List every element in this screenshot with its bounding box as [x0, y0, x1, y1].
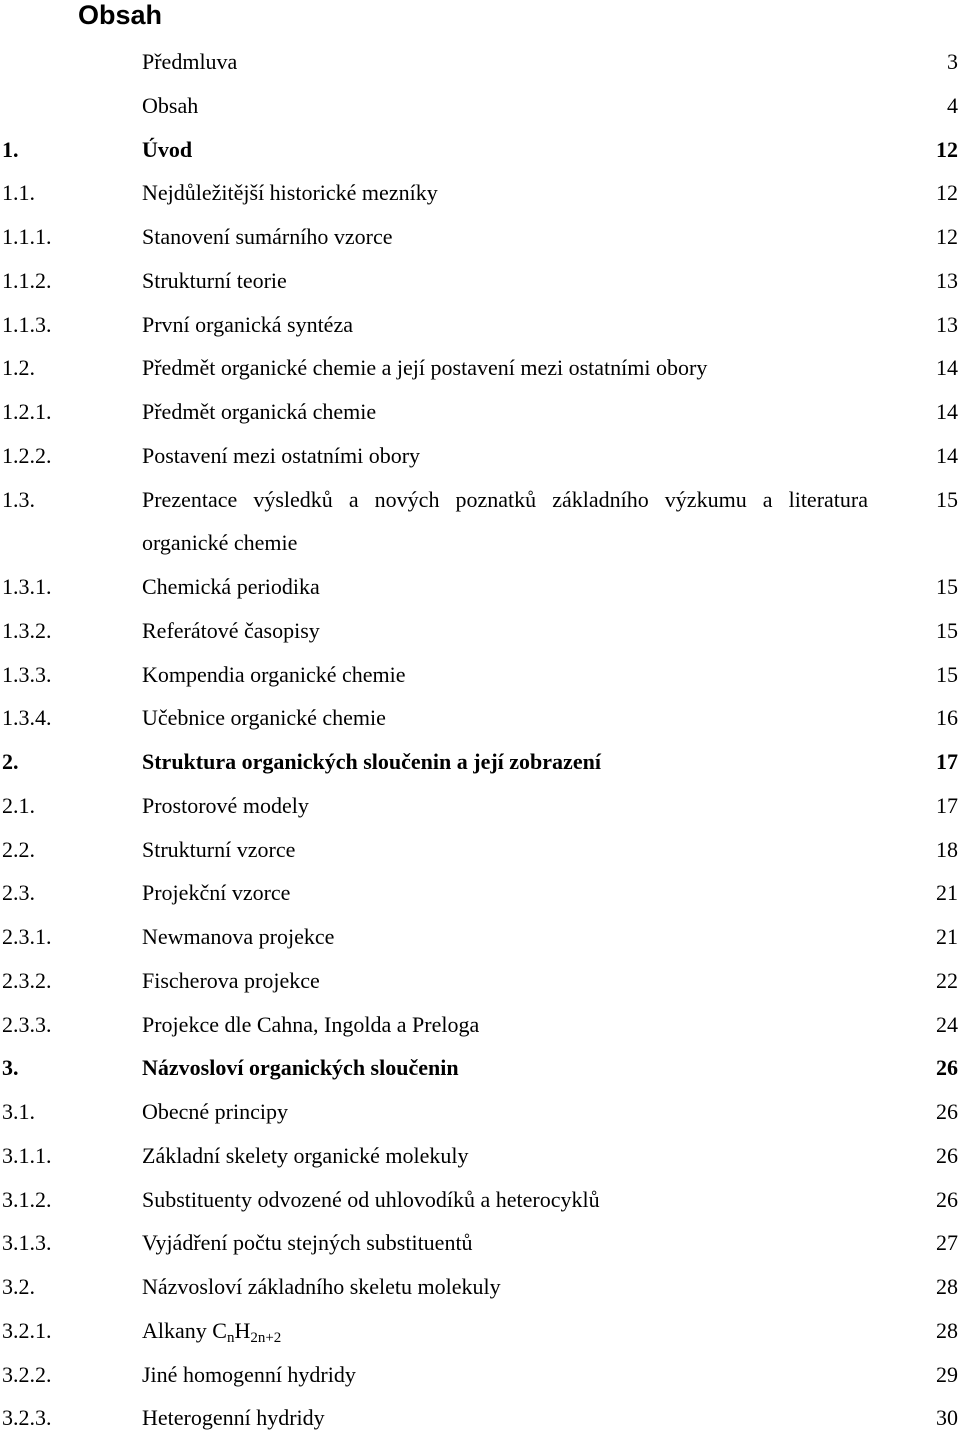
- toc-entry-number: 1.1.1.: [2, 224, 52, 249]
- toc-entry-title-text: Názvosloví organických sloučenin: [142, 1055, 459, 1081]
- toc-entry-title: [142, 828, 295, 872]
- toc-entry-title: [142, 1221, 473, 1265]
- toc-entry-number: 1.2.2.: [2, 442, 52, 468]
- toc-entry-title-text: Prezentace výsledků a nových poznatků základního výzkumu a literatura organické chemie: [142, 486, 868, 556]
- toc-entry-page: 15: [936, 486, 958, 512]
- toc-entry-title-text: Fischerova projekce: [142, 967, 320, 993]
- toc-entry-page: 26: [936, 1055, 958, 1081]
- toc-entry-page: 12: [936, 136, 958, 162]
- toc-entry-number: 2.3.: [2, 880, 35, 906]
- toc-entry-title: [142, 871, 290, 915]
- toc-entry: [0, 1178, 960, 1222]
- toc-entry: [0, 696, 960, 740]
- toc-entry-page: 15: [936, 574, 958, 599]
- toc-entry-title-text: Chemická periodika: [142, 574, 320, 599]
- toc-entry-title-text: Obecné principy: [142, 1099, 288, 1124]
- toc-entry-title-text: Newmanova projekce: [142, 924, 335, 949]
- toc-entry-page: 28: [936, 1274, 958, 1299]
- toc-entry-number: 3.2.: [2, 1274, 35, 1299]
- toc-entry-title: [142, 1003, 479, 1047]
- toc-entry-number: 1.: [2, 136, 19, 162]
- toc-entry-title-text: Struktura organických sloučenin a její zobrazení: [142, 749, 601, 774]
- toc-entry-page: 13: [936, 311, 958, 337]
- toc-entry-title: [142, 1309, 281, 1353]
- toc-entry-number: 1.2.: [2, 355, 35, 381]
- toc-entry-title: [142, 346, 707, 390]
- toc-entry-number: 2.3.1.: [2, 924, 52, 949]
- toc-entry: [0, 1090, 960, 1134]
- toc-entry-number: 3.1.1.: [2, 1142, 52, 1168]
- toc-entry-page: 21: [936, 880, 958, 906]
- toc-entry-title-text: Heterogenní hydridy: [142, 1405, 325, 1431]
- toc-entry: [0, 478, 960, 566]
- toc-entry-number: 3.2.3.: [2, 1405, 52, 1431]
- toc-entry-title: [142, 1134, 468, 1178]
- toc-entry-title: [142, 1178, 600, 1222]
- toc-entry: [0, 784, 960, 828]
- toc-entry-number: 3.: [2, 1055, 19, 1081]
- toc-entry: [0, 1134, 960, 1178]
- toc-entry-title: [142, 390, 376, 434]
- toc-entry: [0, 871, 960, 915]
- toc-entry-title-text: Základní skelety organické molekuly: [142, 1142, 469, 1168]
- toc-entry: [0, 128, 960, 172]
- toc-entry-title-text: Učebnice organické chemie: [142, 705, 386, 731]
- toc-entry: [0, 915, 960, 959]
- toc-entry-title: [142, 434, 420, 478]
- toc-entry-title: [142, 740, 601, 784]
- toc-entry-title: [142, 215, 393, 259]
- toc-entry-page: 4: [947, 92, 958, 118]
- toc-entry-page: 15: [936, 661, 958, 687]
- toc-entry-number: 3.1.3.: [2, 1230, 52, 1256]
- page-title: Obsah: [78, 0, 163, 30]
- formula-symbol-h: H: [234, 1317, 251, 1343]
- toc-entry: [0, 390, 960, 434]
- toc-entry-number: 1.3.1.: [2, 574, 52, 599]
- toc-entry-title-text: Projekce dle Cahna, Ingolda a Preloga: [142, 1011, 480, 1037]
- toc-entry-title-text: Referátové časopisy: [142, 617, 320, 643]
- toc-entry: [0, 1003, 960, 1047]
- toc-entry-title-text: Kompendia organické chemie: [142, 661, 406, 687]
- toc-entry: [0, 346, 960, 390]
- toc-entry: [0, 959, 960, 1003]
- toc-entry-page: 26: [936, 1186, 958, 1212]
- toc-entry: [0, 740, 960, 784]
- toc-entry-title-text: Obsah: [142, 92, 199, 118]
- formula-symbol-c: C: [212, 1317, 227, 1343]
- toc-entry-title: [142, 1396, 325, 1440]
- toc-entry-title: [142, 128, 192, 172]
- toc-entry-title-text: Předmět organické chemie a její postavení mezi ostatními obory: [142, 355, 708, 381]
- toc-entry: [0, 84, 960, 128]
- toc-entry-title-text: Alkany: [142, 1317, 207, 1343]
- toc-entry-number: 1.3.3.: [2, 661, 52, 687]
- toc-entry-page: 21: [936, 924, 958, 949]
- toc-entry-number: 1.1.2.: [2, 267, 52, 293]
- toc-entry: [0, 653, 960, 697]
- toc-entry-title-text: Vyjádření počtu stejných substituentů: [142, 1230, 473, 1256]
- toc-entry-page: 18: [936, 836, 958, 862]
- toc-entry: [0, 1221, 960, 1265]
- formula-subscript-h: 2n+2: [250, 1329, 282, 1346]
- toc-entry-number: 3.1.: [2, 1099, 35, 1124]
- toc-entry-title-text: Substituenty odvozené od uhlovodíků a heterocyklů: [142, 1186, 600, 1212]
- toc-entry-page: 26: [936, 1099, 958, 1124]
- toc-entry-title: [142, 84, 198, 128]
- toc-entry-title-text: Jiné homogenní hydridy: [142, 1361, 356, 1387]
- toc-entry-title-text: Předmluva: [142, 49, 238, 74]
- toc-entry-number: 3.1.2.: [2, 1186, 52, 1212]
- toc-entry-title: [142, 1046, 459, 1090]
- toc-entry-number: 1.1.3.: [2, 311, 52, 337]
- toc-entry: [0, 1396, 960, 1440]
- toc-entry-number: 3.2.2.: [2, 1361, 52, 1387]
- toc-entry-page: 14: [936, 355, 958, 381]
- toc-entry-title-text: Nejdůležitější historické mezníky: [142, 180, 438, 206]
- toc-entry-page: 14: [936, 399, 958, 424]
- toc-entry-title-text: Prostorové modely: [142, 792, 309, 818]
- toc-entry-number: 1.1.: [2, 180, 35, 206]
- toc-entry-title: [142, 653, 406, 697]
- toc-entry-page: 14: [936, 442, 958, 468]
- toc-entry-number: 1.3.4.: [2, 705, 52, 731]
- toc-entry: [0, 1046, 960, 1090]
- toc-entry-title-text: Postavení mezi ostatními obory: [142, 442, 421, 468]
- toc-entry-title: [142, 784, 309, 828]
- toc-entry-page: 27: [936, 1230, 958, 1256]
- toc-entry-number: 2.2.: [2, 836, 35, 862]
- toc-entry-number: 1.2.1.: [2, 399, 52, 424]
- toc-entry: [0, 40, 960, 84]
- toc-entry-title: [142, 609, 320, 653]
- toc-entry-page: 22: [936, 967, 958, 993]
- toc-entry: [0, 215, 960, 259]
- toc-entry-title: [142, 303, 353, 347]
- toc-entry-number: 2.1.: [2, 792, 35, 818]
- toc-entry-title-text: Strukturní teorie: [142, 267, 287, 293]
- toc-entry-page: 13: [936, 267, 958, 293]
- toc-entry-number: 3.2.1.: [2, 1317, 52, 1343]
- toc-entry-title-text: Strukturní vzorce: [142, 836, 296, 862]
- toc-entry: [0, 171, 960, 215]
- toc-entry-title: [142, 171, 438, 215]
- toc-entry-title: [142, 1353, 356, 1397]
- toc-entry-title: [142, 259, 287, 303]
- toc-entry-title: [142, 915, 334, 959]
- toc-entry-title: [142, 565, 320, 609]
- toc-entry-number: 2.: [2, 749, 19, 774]
- toc-entry-title: [142, 478, 868, 566]
- toc-entry-title: [142, 696, 386, 740]
- formula-subscript-c: n: [226, 1329, 235, 1346]
- toc-entry-title-text: Projekční vzorce: [142, 880, 291, 906]
- toc-entry-title: [142, 1265, 501, 1309]
- toc-entry-title-text: První organická syntéza: [142, 311, 353, 337]
- toc-entry-title-text: Názvosloví základního skeletu molekuly: [142, 1274, 501, 1299]
- toc-entry: [0, 303, 960, 347]
- toc-entry-number: 2.3.3.: [2, 1011, 52, 1037]
- toc-entry-title: [142, 1090, 288, 1134]
- toc-entry-title: [142, 40, 237, 84]
- table-of-contents: [0, 40, 960, 1440]
- toc-entry: [0, 565, 960, 609]
- toc-entry: [0, 609, 960, 653]
- toc-entry: [0, 1309, 960, 1353]
- toc-entry-page: 16: [936, 705, 958, 731]
- toc-entry-page: 3: [947, 49, 958, 74]
- toc-entry: [0, 1265, 960, 1309]
- toc-entry-number: 2.3.2.: [2, 967, 52, 993]
- toc-entry-title-text: Stanovení sumárního vzorce: [142, 224, 393, 249]
- toc-entry: [0, 1353, 960, 1397]
- toc-entry-title: [142, 959, 320, 1003]
- toc-entry-page: 26: [936, 1142, 958, 1168]
- toc-entry-page: 12: [936, 224, 958, 249]
- toc-entry-page: 15: [936, 617, 958, 643]
- toc-entry-page: 24: [936, 1011, 958, 1037]
- chemical-formula: [207, 1317, 282, 1346]
- toc-entry-number: 1.3.: [2, 486, 35, 512]
- toc-entry-page: 12: [936, 180, 958, 206]
- toc-entry-page: 28: [936, 1317, 958, 1343]
- toc-entry-page: 17: [936, 792, 958, 818]
- toc-entry-page: 30: [936, 1405, 958, 1431]
- toc-entry-title-text: Předmět organická chemie: [142, 399, 377, 424]
- toc-entry-number: 1.3.2.: [2, 617, 52, 643]
- toc-entry-page: 17: [936, 749, 958, 774]
- toc-entry-page: 29: [936, 1361, 958, 1387]
- toc-entry-title-text: Úvod: [142, 136, 193, 162]
- toc-entry: [0, 259, 960, 303]
- toc-entry: [0, 828, 960, 872]
- toc-entry: [0, 434, 960, 478]
